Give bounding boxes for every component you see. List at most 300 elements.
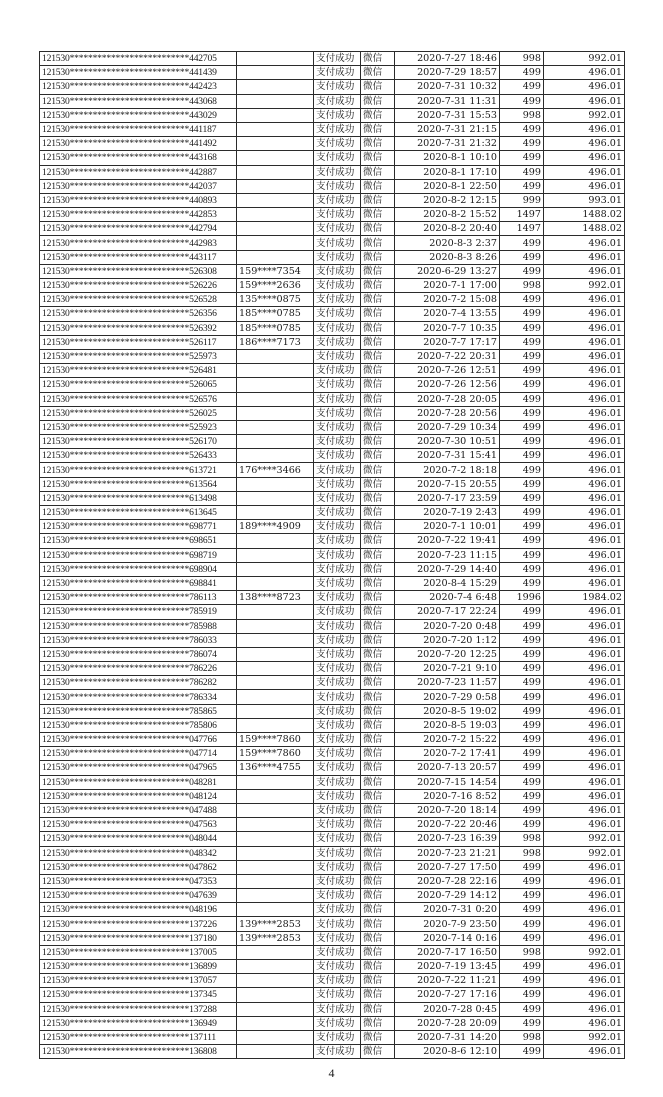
payment-status-cell: 支付成功 (314, 945, 361, 959)
payment-status-cell: 支付成功 (314, 718, 361, 732)
account-number-cell: 121530**************************785806 (40, 718, 237, 732)
account-number-cell: 121530**************************613564 (40, 477, 237, 491)
payment-status-cell: 支付成功 (314, 477, 361, 491)
phone-number-cell (237, 506, 314, 520)
account-number-cell: 121530**************************442037 (40, 179, 237, 193)
phone-number-cell (237, 1045, 314, 1059)
payment-channel-cell: 微信 (361, 208, 395, 222)
settled-amount-cell: 992.01 (544, 846, 625, 860)
phone-number-cell (237, 846, 314, 860)
phone-number-cell (237, 449, 314, 463)
payment-time-cell: 2020-8-4 15:29 (395, 576, 500, 590)
account-number-cell: 121530**************************442853 (40, 208, 237, 222)
payment-time-cell: 2020-8-5 19:03 (395, 718, 500, 732)
table-row (40, 931, 625, 945)
phone-number-cell (237, 832, 314, 846)
payment-channel-cell: 微信 (361, 676, 395, 690)
order-amount-cell: 499 (500, 903, 544, 917)
payment-status-cell: 支付成功 (314, 250, 361, 264)
payment-channel-cell: 微信 (361, 392, 395, 406)
phone-number-cell (237, 775, 314, 789)
account-number-cell: 121530**************************443168 (40, 151, 237, 165)
settled-amount-cell: 496.01 (544, 676, 625, 690)
payment-channel-cell: 微信 (361, 449, 395, 463)
payment-time-cell: 2020-7-26 12:51 (395, 364, 500, 378)
order-amount-cell: 499 (500, 704, 544, 718)
payment-channel-cell: 微信 (361, 761, 395, 775)
payment-channel-cell: 微信 (361, 988, 395, 1002)
settled-amount-cell: 496.01 (544, 860, 625, 874)
payment-status-cell: 支付成功 (314, 520, 361, 534)
account-number-cell: 121530**************************048342 (40, 846, 237, 860)
phone-number-cell (237, 605, 314, 619)
phone-number-cell (237, 662, 314, 676)
account-number-cell: 121530**************************048124 (40, 789, 237, 803)
settled-amount-cell: 496.01 (544, 321, 625, 335)
payment-time-cell: 2020-7-23 11:15 (395, 548, 500, 562)
account-number-cell: 121530**************************698841 (40, 576, 237, 590)
payment-channel-cell: 微信 (361, 321, 395, 335)
payment-channel-cell: 微信 (361, 803, 395, 817)
order-amount-cell: 499 (500, 80, 544, 94)
phone-number-cell (237, 548, 314, 562)
payment-time-cell: 2020-7-28 20:05 (395, 392, 500, 406)
account-number-cell: 121530**************************526117 (40, 335, 237, 349)
account-number-cell: 121530**************************526308 (40, 264, 237, 278)
payment-status-cell: 支付成功 (314, 846, 361, 860)
payment-status-cell: 支付成功 (314, 179, 361, 193)
payment-time-cell: 2020-7-29 10:34 (395, 420, 500, 434)
order-amount-cell: 499 (500, 803, 544, 817)
settled-amount-cell: 496.01 (544, 236, 625, 250)
order-amount-cell: 499 (500, 647, 544, 661)
account-number-cell: 121530**************************442705 (40, 52, 237, 66)
table-row (40, 165, 625, 179)
payment-channel-cell: 微信 (361, 378, 395, 392)
order-amount-cell: 998 (500, 846, 544, 860)
account-number-cell: 121530**************************048281 (40, 775, 237, 789)
payment-status-cell: 支付成功 (314, 335, 361, 349)
account-number-cell: 121530**************************136899 (40, 960, 237, 974)
payment-status-cell: 支付成功 (314, 562, 361, 576)
payment-status-cell: 支付成功 (314, 874, 361, 888)
payment-status-cell: 支付成功 (314, 165, 361, 179)
payment-time-cell: 2020-7-27 17:16 (395, 988, 500, 1002)
payment-time-cell: 2020-8-3 2:37 (395, 236, 500, 250)
phone-number-cell (237, 1002, 314, 1016)
payment-status-cell: 支付成功 (314, 378, 361, 392)
settled-amount-cell: 496.01 (544, 122, 625, 136)
account-number-cell: 121530**************************047965 (40, 761, 237, 775)
account-number-cell: 121530**************************526356 (40, 307, 237, 321)
payment-channel-cell: 微信 (361, 576, 395, 590)
payment-status-cell: 支付成功 (314, 406, 361, 420)
table-row (40, 789, 625, 803)
payment-time-cell: 2020-7-30 10:51 (395, 435, 500, 449)
account-number-cell: 121530**************************785988 (40, 619, 237, 633)
phone-number-cell (237, 208, 314, 222)
payment-status-cell: 支付成功 (314, 860, 361, 874)
account-number-cell: 121530**************************047353 (40, 874, 237, 888)
account-number-cell: 121530**************************526025 (40, 406, 237, 420)
phone-number-cell (237, 945, 314, 959)
order-amount-cell: 499 (500, 676, 544, 690)
payment-time-cell: 2020-8-1 22:50 (395, 179, 500, 193)
table-row (40, 335, 625, 349)
phone-number-cell: 176****3466 (237, 463, 314, 477)
payment-channel-cell: 微信 (361, 335, 395, 349)
phone-number-cell (237, 94, 314, 108)
settled-amount-cell: 496.01 (544, 364, 625, 378)
account-number-cell: 121530**************************526170 (40, 435, 237, 449)
payment-channel-cell: 微信 (361, 406, 395, 420)
phone-number-cell (237, 789, 314, 803)
table-row (40, 1002, 625, 1016)
payment-channel-cell: 微信 (361, 945, 395, 959)
payment-channel-cell: 微信 (361, 974, 395, 988)
payment-ledger-table (39, 51, 625, 1059)
settled-amount-cell: 496.01 (544, 463, 625, 477)
payment-status-cell: 支付成功 (314, 279, 361, 293)
table-row (40, 420, 625, 434)
payment-status-cell: 支付成功 (314, 917, 361, 931)
order-amount-cell: 499 (500, 1016, 544, 1030)
account-number-cell: 121530**************************136808 (40, 1045, 237, 1059)
payment-time-cell: 2020-7-7 10:35 (395, 321, 500, 335)
settled-amount-cell: 496.01 (544, 151, 625, 165)
settled-amount-cell: 496.01 (544, 775, 625, 789)
settled-amount-cell: 496.01 (544, 1045, 625, 1059)
payment-channel-cell: 微信 (361, 562, 395, 576)
payment-status-cell: 支付成功 (314, 974, 361, 988)
order-amount-cell: 499 (500, 874, 544, 888)
phone-number-cell (237, 165, 314, 179)
payment-time-cell: 2020-7-31 21:15 (395, 122, 500, 136)
table-row (40, 605, 625, 619)
order-amount-cell: 499 (500, 662, 544, 676)
settled-amount-cell: 496.01 (544, 874, 625, 888)
settled-amount-cell: 496.01 (544, 80, 625, 94)
payment-time-cell: 2020-6-29 13:27 (395, 264, 500, 278)
account-number-cell: 121530**************************698904 (40, 562, 237, 576)
payment-status-cell: 支付成功 (314, 108, 361, 122)
account-number-cell: 121530**************************047862 (40, 860, 237, 874)
payment-status-cell: 支付成功 (314, 122, 361, 136)
account-number-cell: 121530**************************441439 (40, 66, 237, 80)
account-number-cell: 121530**************************047714 (40, 747, 237, 761)
payment-channel-cell: 微信 (361, 137, 395, 151)
phone-number-cell (237, 704, 314, 718)
settled-amount-cell: 496.01 (544, 789, 625, 803)
payment-status-cell: 支付成功 (314, 449, 361, 463)
order-amount-cell: 1497 (500, 208, 544, 222)
payment-time-cell: 2020-7-14 0:16 (395, 931, 500, 945)
table-row (40, 974, 625, 988)
payment-time-cell: 2020-7-4 6:48 (395, 591, 500, 605)
settled-amount-cell: 496.01 (544, 491, 625, 505)
payment-status-cell: 支付成功 (314, 222, 361, 236)
table-row (40, 747, 625, 761)
order-amount-cell: 499 (500, 718, 544, 732)
table-row (40, 761, 625, 775)
order-amount-cell: 499 (500, 94, 544, 108)
payment-channel-cell: 微信 (361, 420, 395, 434)
payment-status-cell: 支付成功 (314, 889, 361, 903)
payment-channel-cell: 微信 (361, 307, 395, 321)
table-row (40, 945, 625, 959)
payment-time-cell: 2020-7-31 15:53 (395, 108, 500, 122)
order-amount-cell: 499 (500, 960, 544, 974)
phone-number-cell: 159****7860 (237, 747, 314, 761)
account-number-cell: 121530**************************526576 (40, 392, 237, 406)
order-amount-cell: 499 (500, 364, 544, 378)
payment-time-cell: 2020-7-13 20:57 (395, 761, 500, 775)
payment-time-cell: 2020-8-5 19:02 (395, 704, 500, 718)
order-amount-cell: 499 (500, 1045, 544, 1059)
payment-status-cell: 支付成功 (314, 52, 361, 66)
payment-status-cell: 支付成功 (314, 1016, 361, 1030)
settled-amount-cell: 496.01 (544, 704, 625, 718)
settled-amount-cell: 496.01 (544, 818, 625, 832)
table-row (40, 633, 625, 647)
settled-amount-cell: 496.01 (544, 520, 625, 534)
account-number-cell: 121530**************************698719 (40, 548, 237, 562)
phone-number-cell (237, 179, 314, 193)
order-amount-cell: 499 (500, 449, 544, 463)
account-number-cell: 121530**************************442983 (40, 236, 237, 250)
settled-amount-cell: 496.01 (544, 392, 625, 406)
phone-number-cell (237, 364, 314, 378)
settled-amount-cell: 1488.02 (544, 222, 625, 236)
phone-number-cell (237, 122, 314, 136)
table-row (40, 704, 625, 718)
payment-channel-cell: 微信 (361, 236, 395, 250)
settled-amount-cell: 496.01 (544, 534, 625, 548)
phone-number-cell (237, 378, 314, 392)
table-row (40, 179, 625, 193)
order-amount-cell: 998 (500, 279, 544, 293)
phone-number-cell (237, 349, 314, 363)
payment-time-cell: 2020-7-15 20:55 (395, 477, 500, 491)
settled-amount-cell: 496.01 (544, 1002, 625, 1016)
table-row (40, 506, 625, 520)
settled-amount-cell: 496.01 (544, 506, 625, 520)
phone-number-cell (237, 534, 314, 548)
phone-number-cell: 139****2853 (237, 931, 314, 945)
phone-number-cell (237, 889, 314, 903)
payment-channel-cell: 微信 (361, 279, 395, 293)
payment-time-cell: 2020-7-31 21:32 (395, 137, 500, 151)
phone-number-cell (237, 1016, 314, 1030)
page-number: 4 (328, 1066, 335, 1080)
account-number-cell: 121530**************************443068 (40, 94, 237, 108)
payment-status-cell: 支付成功 (314, 321, 361, 335)
phone-number-cell (237, 818, 314, 832)
phone-number-cell (237, 676, 314, 690)
phone-number-cell: 189****4909 (237, 520, 314, 534)
payment-status-cell: 支付成功 (314, 903, 361, 917)
order-amount-cell: 499 (500, 378, 544, 392)
payment-channel-cell: 微信 (361, 534, 395, 548)
account-number-cell: 121530**************************698651 (40, 534, 237, 548)
order-amount-cell: 499 (500, 151, 544, 165)
table-row (40, 860, 625, 874)
payment-time-cell: 2020-7-20 0:48 (395, 619, 500, 633)
account-number-cell: 121530**************************786226 (40, 662, 237, 676)
payment-channel-cell: 微信 (361, 889, 395, 903)
phone-number-cell: 136****4755 (237, 761, 314, 775)
payment-time-cell: 2020-7-28 22:16 (395, 874, 500, 888)
payment-time-cell: 2020-8-2 12:15 (395, 193, 500, 207)
table-row (40, 988, 625, 1002)
table-row (40, 676, 625, 690)
account-number-cell: 121530**************************137180 (40, 931, 237, 945)
account-number-cell: 121530**************************613721 (40, 463, 237, 477)
order-amount-cell: 1996 (500, 591, 544, 605)
payment-status-cell: 支付成功 (314, 733, 361, 747)
settled-amount-cell: 992.01 (544, 945, 625, 959)
payment-time-cell: 2020-7-23 16:39 (395, 832, 500, 846)
payment-time-cell: 2020-7-29 14:12 (395, 889, 500, 903)
payment-channel-cell: 微信 (361, 619, 395, 633)
payment-channel-cell: 微信 (361, 917, 395, 931)
phone-number-cell (237, 137, 314, 151)
table-row (40, 889, 625, 903)
settled-amount-cell: 496.01 (544, 903, 625, 917)
phone-number-cell (237, 108, 314, 122)
order-amount-cell: 499 (500, 165, 544, 179)
table-row (40, 1016, 625, 1030)
account-number-cell: 121530**************************137111 (40, 1030, 237, 1044)
order-amount-cell: 499 (500, 917, 544, 931)
account-number-cell: 121530**************************786282 (40, 676, 237, 690)
payment-time-cell: 2020-8-1 17:10 (395, 165, 500, 179)
payment-time-cell: 2020-7-20 1:12 (395, 633, 500, 647)
payment-time-cell: 2020-7-4 13:55 (395, 307, 500, 321)
account-number-cell: 121530**************************047639 (40, 889, 237, 903)
settled-amount-cell: 496.01 (544, 137, 625, 151)
payment-status-cell: 支付成功 (314, 775, 361, 789)
phone-number-cell: 159****7354 (237, 264, 314, 278)
table-row (40, 548, 625, 562)
table-row (40, 775, 625, 789)
order-amount-cell: 1497 (500, 222, 544, 236)
payment-status-cell: 支付成功 (314, 633, 361, 647)
payment-channel-cell: 微信 (361, 818, 395, 832)
settled-amount-cell: 496.01 (544, 747, 625, 761)
table-row (40, 449, 625, 463)
payment-time-cell: 2020-7-29 18:57 (395, 66, 500, 80)
payment-channel-cell: 微信 (361, 264, 395, 278)
table-row (40, 832, 625, 846)
phone-number-cell (237, 860, 314, 874)
table-row (40, 690, 625, 704)
settled-amount-cell: 496.01 (544, 803, 625, 817)
phone-number-cell (237, 420, 314, 434)
settled-amount-cell: 496.01 (544, 974, 625, 988)
table-row (40, 619, 625, 633)
payment-status-cell: 支付成功 (314, 349, 361, 363)
settled-amount-cell: 992.01 (544, 52, 625, 66)
payment-channel-cell: 微信 (361, 846, 395, 860)
phone-number-cell (237, 406, 314, 420)
table-row (40, 307, 625, 321)
phone-number-cell (237, 52, 314, 66)
payment-time-cell: 2020-7-29 14:40 (395, 562, 500, 576)
payment-channel-cell: 微信 (361, 349, 395, 363)
order-amount-cell: 499 (500, 122, 544, 136)
payment-status-cell: 支付成功 (314, 789, 361, 803)
payment-status-cell: 支付成功 (314, 534, 361, 548)
table-row (40, 477, 625, 491)
settled-amount-cell: 496.01 (544, 647, 625, 661)
settled-amount-cell: 496.01 (544, 690, 625, 704)
payment-status-cell: 支付成功 (314, 761, 361, 775)
phone-number-cell (237, 1030, 314, 1044)
order-amount-cell: 499 (500, 506, 544, 520)
settled-amount-cell: 496.01 (544, 293, 625, 307)
order-amount-cell: 499 (500, 236, 544, 250)
account-number-cell: 121530**************************786334 (40, 690, 237, 704)
payment-status-cell: 支付成功 (314, 236, 361, 250)
settled-amount-cell: 1984.02 (544, 591, 625, 605)
payment-channel-cell: 微信 (361, 775, 395, 789)
order-amount-cell: 499 (500, 66, 544, 80)
account-number-cell: 121530**************************786074 (40, 647, 237, 661)
settled-amount-cell: 496.01 (544, 1016, 625, 1030)
table-row (40, 52, 625, 66)
payment-time-cell: 2020-7-2 18:18 (395, 463, 500, 477)
table-row (40, 293, 625, 307)
settled-amount-cell: 496.01 (544, 307, 625, 321)
account-number-cell: 121530**************************525923 (40, 420, 237, 434)
payment-status-cell: 支付成功 (314, 704, 361, 718)
order-amount-cell: 499 (500, 179, 544, 193)
payment-time-cell: 2020-7-28 20:09 (395, 1016, 500, 1030)
account-number-cell: 121530**************************137226 (40, 917, 237, 931)
order-amount-cell: 499 (500, 392, 544, 406)
account-number-cell: 121530**************************526528 (40, 293, 237, 307)
payment-channel-cell: 微信 (361, 903, 395, 917)
order-amount-cell: 499 (500, 605, 544, 619)
payment-channel-cell: 微信 (361, 789, 395, 803)
table-row (40, 647, 625, 661)
settled-amount-cell: 496.01 (544, 66, 625, 80)
settled-amount-cell: 496.01 (544, 449, 625, 463)
order-amount-cell: 499 (500, 293, 544, 307)
table-row (40, 917, 625, 931)
order-amount-cell: 499 (500, 860, 544, 874)
table-row (40, 222, 625, 236)
account-number-cell: 121530**************************526481 (40, 364, 237, 378)
payment-status-cell: 支付成功 (314, 591, 361, 605)
payment-time-cell: 2020-7-31 10:32 (395, 80, 500, 94)
payment-channel-cell: 微信 (361, 832, 395, 846)
phone-number-cell (237, 960, 314, 974)
payment-channel-cell: 微信 (361, 1016, 395, 1030)
account-number-cell: 121530**************************137345 (40, 988, 237, 1002)
payment-channel-cell: 微信 (361, 80, 395, 94)
table-row (40, 576, 625, 590)
account-number-cell: 121530**************************442794 (40, 222, 237, 236)
payment-time-cell: 2020-7-2 15:22 (395, 733, 500, 747)
payment-status-cell: 支付成功 (314, 960, 361, 974)
payment-channel-cell: 微信 (361, 662, 395, 676)
payment-time-cell: 2020-8-2 15:52 (395, 208, 500, 222)
order-amount-cell: 499 (500, 633, 544, 647)
order-amount-cell: 499 (500, 250, 544, 264)
payment-time-cell: 2020-7-26 12:56 (395, 378, 500, 392)
